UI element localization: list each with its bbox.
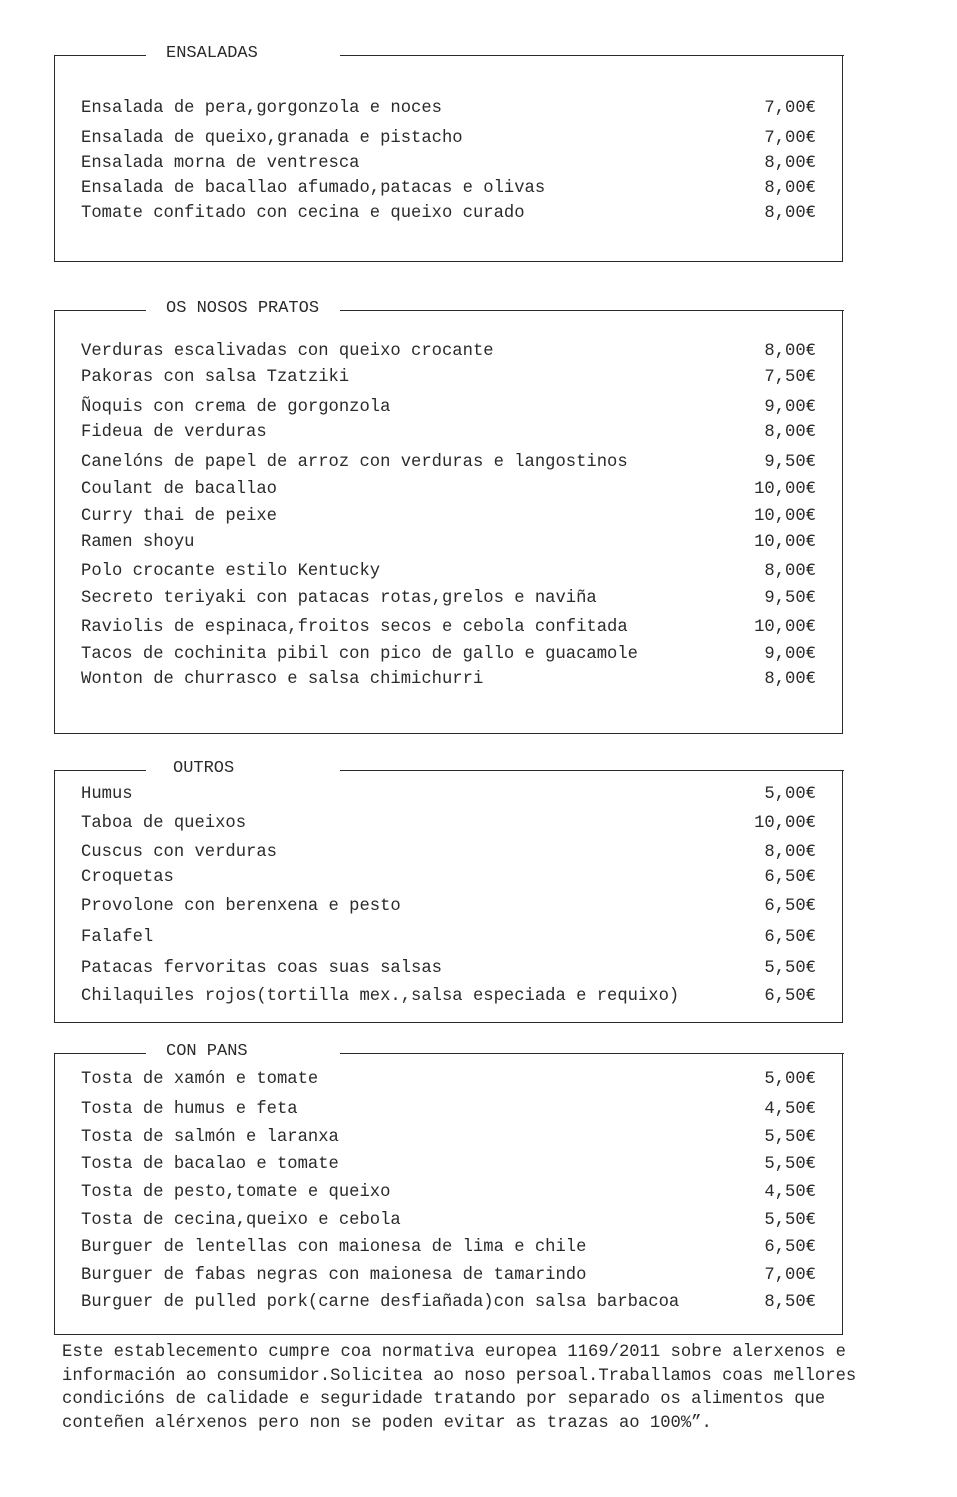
item-name: Tomate confitado con cecina e queixo curado [81, 204, 525, 223]
item-name: Polo crocante estilo Kentucky [81, 562, 381, 581]
section-ensaladas [54, 44, 843, 262]
item-price: 6,50€ [764, 897, 816, 916]
section-border [340, 55, 844, 56]
item-price: 8,00€ [764, 179, 816, 198]
item-name: Canelóns de papel de arroz con verduras e langostinos [81, 453, 628, 472]
allergen-notice: Este establecemento cumpre coa normativa europea 1169/2011 sobre alerxenos e información ao consumidor.Solicitea ao noso persoal.Traballamos coas mellores condicións de calidade e seguridade tratando por separado os alimentos que conteñen alérxenos pero non se poden evitar as trazas ao 100%”. [62, 1343, 857, 1433]
item-price: 8,00€ [764, 843, 816, 862]
menu-item [81, 867, 816, 889]
section-title: ENSALADAS [166, 44, 258, 63]
item-price: 4,50€ [764, 1183, 816, 1202]
section-con-pans [54, 1042, 843, 1335]
item-price: 10,00€ [754, 480, 816, 499]
item-price: 8,00€ [764, 154, 816, 173]
item-price: 10,00€ [754, 814, 816, 833]
menu-item [81, 617, 816, 639]
item-name: Curry thai de peixe [81, 507, 277, 526]
menu-item [81, 452, 816, 474]
item-name: Ensalada de queixo,granada e pistacho [81, 129, 463, 148]
item-price: 5,50€ [764, 1155, 816, 1174]
item-price: 6,50€ [764, 928, 816, 947]
section-border [54, 770, 146, 771]
item-price: 5,50€ [764, 1128, 816, 1147]
menu-item [81, 479, 816, 501]
menu-item [81, 813, 816, 835]
item-name: Taboa de queixos [81, 814, 247, 833]
section-border [54, 310, 146, 311]
item-name: Falafel [81, 928, 154, 947]
menu-item [81, 1154, 816, 1176]
item-price: 8,50€ [764, 1293, 816, 1312]
item-price: 10,00€ [754, 507, 816, 526]
item-name: Tosta de bacalao e tomate [81, 1155, 339, 1174]
item-price: 10,00€ [754, 533, 816, 552]
menu-item [81, 341, 816, 363]
item-price: 8,00€ [764, 562, 816, 581]
item-price: 4,50€ [764, 1100, 816, 1119]
section-border [340, 770, 844, 771]
item-name: Verduras escalivadas con queixo crocante [81, 342, 494, 361]
item-price: 7,00€ [764, 129, 816, 148]
menu-item [81, 397, 816, 419]
menu-item [81, 1127, 816, 1149]
item-name: Tosta de pesto,tomate e queixo [81, 1183, 391, 1202]
item-price: 9,50€ [764, 453, 816, 472]
menu-item [81, 1292, 816, 1314]
item-price: 7,50€ [764, 368, 816, 387]
section-os-nosos-pratos [54, 299, 843, 734]
menu-item [81, 1265, 816, 1287]
menu-item [81, 153, 816, 175]
item-name: Burguer de pulled pork(carne desfiañada)con salsa barbacoa [81, 1293, 680, 1312]
section-border [340, 1053, 844, 1054]
menu-item [81, 1210, 816, 1232]
menu-item [81, 986, 816, 1008]
item-name: Tosta de xamón e tomate [81, 1070, 319, 1089]
item-price: 6,50€ [764, 1238, 816, 1257]
menu-item [81, 532, 816, 554]
item-name: Ramen shoyu [81, 533, 195, 552]
item-name: Cuscus con verduras [81, 843, 277, 862]
item-name: Coulant de bacallao [81, 480, 277, 499]
section-title: CON PANS [166, 1042, 248, 1061]
item-name: Pakoras con salsa Tzatziki [81, 368, 350, 387]
item-price: 6,50€ [764, 987, 816, 1006]
menu-item [81, 842, 816, 864]
item-price: 9,00€ [764, 398, 816, 417]
item-name: Secreto teriyaki con patacas rotas,grelos e naviña [81, 589, 597, 608]
menu-item [81, 896, 816, 918]
item-price: 9,00€ [764, 645, 816, 664]
item-name: Ñoquis con crema de gorgonzola [81, 398, 391, 417]
menu-item [81, 644, 816, 666]
item-name: Chilaquiles rojos(tortilla mex.,salsa especiada e requixo) [81, 987, 680, 1006]
item-price: 8,00€ [764, 204, 816, 223]
item-name: Burguer de lentellas con maionesa de lima e chile [81, 1238, 587, 1257]
item-price: 5,50€ [764, 959, 816, 978]
item-name: Tosta de salmón e laranxa [81, 1128, 339, 1147]
menu-item [81, 588, 816, 610]
menu-item [81, 784, 816, 806]
menu-item [81, 178, 816, 200]
section-title: OUTROS [173, 759, 235, 778]
item-name: Tacos de cochinita pibil con pico de gallo e guacamole [81, 645, 638, 664]
section-border [54, 55, 146, 56]
item-price: 8,00€ [764, 423, 816, 442]
menu-item [81, 367, 816, 389]
section-outros [54, 759, 843, 1023]
item-name: Patacas fervoritas coas suas salsas [81, 959, 442, 978]
item-name: Raviolis de espinaca,froitos secos e cebola confitada [81, 618, 628, 637]
item-price: 7,00€ [764, 99, 816, 118]
item-price: 6,50€ [764, 868, 816, 887]
item-name: Wonton de churrasco e salsa chimichurri [81, 670, 484, 689]
menu-item [81, 958, 816, 980]
item-price: 8,00€ [764, 342, 816, 361]
menu-item [81, 1182, 816, 1204]
menu-item [81, 927, 816, 949]
section-border [54, 1053, 146, 1054]
item-name: Burguer de fabas negras con maionesa de tamarindo [81, 1266, 587, 1285]
menu-item [81, 1099, 816, 1121]
item-name: Humus [81, 785, 133, 804]
item-price: 5,00€ [764, 1070, 816, 1089]
item-name: Ensalada de pera,gorgonzola e noces [81, 99, 442, 118]
menu-item [81, 669, 816, 691]
item-name: Ensalada morna de ventresca [81, 154, 360, 173]
item-price: 5,50€ [764, 1211, 816, 1230]
menu-item [81, 1069, 816, 1091]
menu-item [81, 203, 816, 225]
item-price: 9,50€ [764, 589, 816, 608]
section-title: OS NOSOS PRATOS [166, 299, 320, 318]
item-price: 8,00€ [764, 670, 816, 689]
item-name: Fideua de verduras [81, 423, 267, 442]
item-name: Ensalada de bacallao afumado,patacas e olivas [81, 179, 546, 198]
item-price: 7,00€ [764, 1266, 816, 1285]
item-price: 5,00€ [764, 785, 816, 804]
menu-item [81, 1237, 816, 1259]
section-border [340, 310, 844, 311]
item-name: Provolone con berenxena e pesto [81, 897, 401, 916]
menu-item [81, 561, 816, 583]
menu-item [81, 422, 816, 444]
item-price: 10,00€ [754, 618, 816, 637]
menu-item [81, 128, 816, 150]
item-name: Croquetas [81, 868, 174, 887]
item-name: Tosta de cecina,queixo e cebola [81, 1211, 401, 1230]
item-name: Tosta de humus e feta [81, 1100, 298, 1119]
menu-item [81, 506, 816, 528]
menu-item [81, 98, 816, 120]
